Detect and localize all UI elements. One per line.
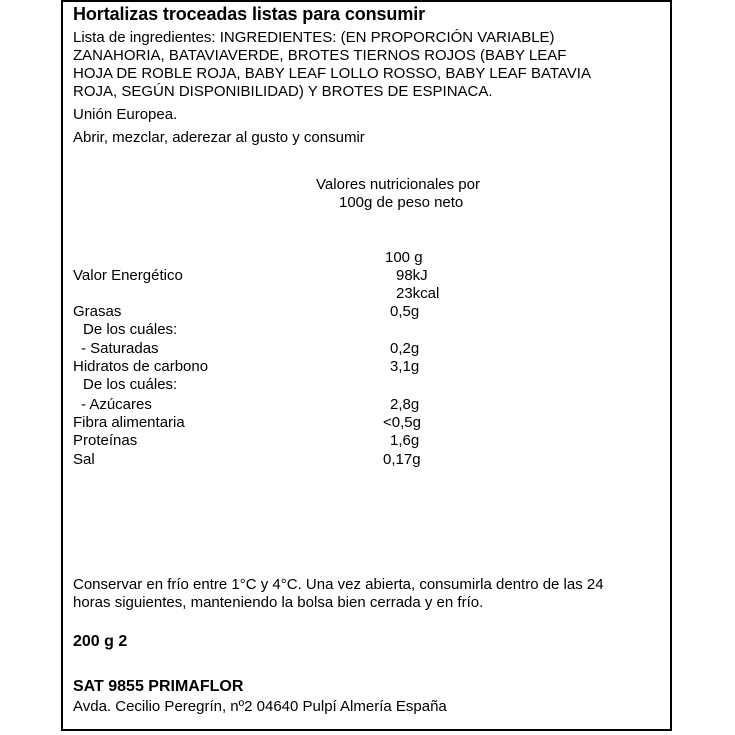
nutrition-row-value: <0,5g (383, 414, 421, 431)
nutrition-row-label: Hidratos de carbono (73, 358, 209, 375)
nutrition-row-label: - Saturadas (81, 340, 159, 357)
nutrition-row-value: 2,8g (390, 396, 420, 413)
nutrition-row-value: 23kcal (396, 285, 440, 302)
producer-name: SAT 9855 PRIMAFLOR (73, 678, 244, 695)
producer-address: Avda. Cecilio Peregrín, nº2 04640 Pulpí Almería España (73, 698, 447, 715)
nutrition-row-label: De los cuáles: (83, 376, 178, 393)
ingredients-line: ROJA, SEGÚN DISPONIBILIDAD) Y BROTES DE ESPINACA. (73, 83, 493, 100)
product-label (61, 0, 672, 731)
ingredients-line: HOJA DE ROBLE ROJA, BABY LEAF LOLLO ROSSO, BABY LEAF BATAVIA (73, 65, 591, 82)
nutrition-heading-line1: Valores nutricionales por (316, 176, 480, 193)
storage-line: Conservar en frío entre 1°C y 4°C. Una vez abierta, consumirla dentro de las 24 (73, 576, 604, 593)
origin-text: Unión Europea. (73, 106, 178, 123)
ingredients-line: ZANAHORIA, BATAVIAVERDE, BROTES TIERNOS ROJOS (BABY LEAF (73, 47, 567, 64)
ingredients-list (73, 29, 663, 101)
nutrition-row-value: 1,6g (390, 432, 420, 449)
nutrition-row-value: 0,5g (390, 303, 420, 320)
nutrition-row-value: 3,1g (390, 358, 420, 375)
nutrition-row-label: Grasas (73, 303, 122, 320)
nutrition-row-value: 0,17g (383, 451, 421, 468)
nutrition-row-label: De los cuáles: (83, 321, 178, 338)
nutrition-heading-line2: 100g de peso neto (339, 194, 464, 211)
nutrition-row-label: Valor Energético (73, 267, 183, 284)
nutrition-column-header: 100 g (385, 249, 423, 266)
nutrition-row-label: Sal (73, 451, 95, 468)
storage-line: horas siguientes, manteniendo la bolsa bien cerrada y en frío. (73, 594, 484, 611)
nutrition-row-label: Fibra alimentaria (73, 414, 185, 431)
usage-text: Abrir, mezclar, aderezar al gusto y consumir (73, 129, 365, 146)
nutrition-row-value: 98kJ (396, 267, 428, 284)
nutrition-row-label: - Azúcares (81, 396, 152, 413)
product-title: Hortalizas troceadas listas para consumir (73, 4, 426, 24)
ingredients-line: Lista de ingredientes: INGREDIENTES: (EN PROPORCIÓN VARIABLE) (73, 29, 555, 46)
nutrition-row-label: Proteínas (73, 432, 138, 449)
nutrition-row-value: 0,2g (390, 340, 420, 357)
net-quantity: 200 g 2 (73, 633, 128, 650)
